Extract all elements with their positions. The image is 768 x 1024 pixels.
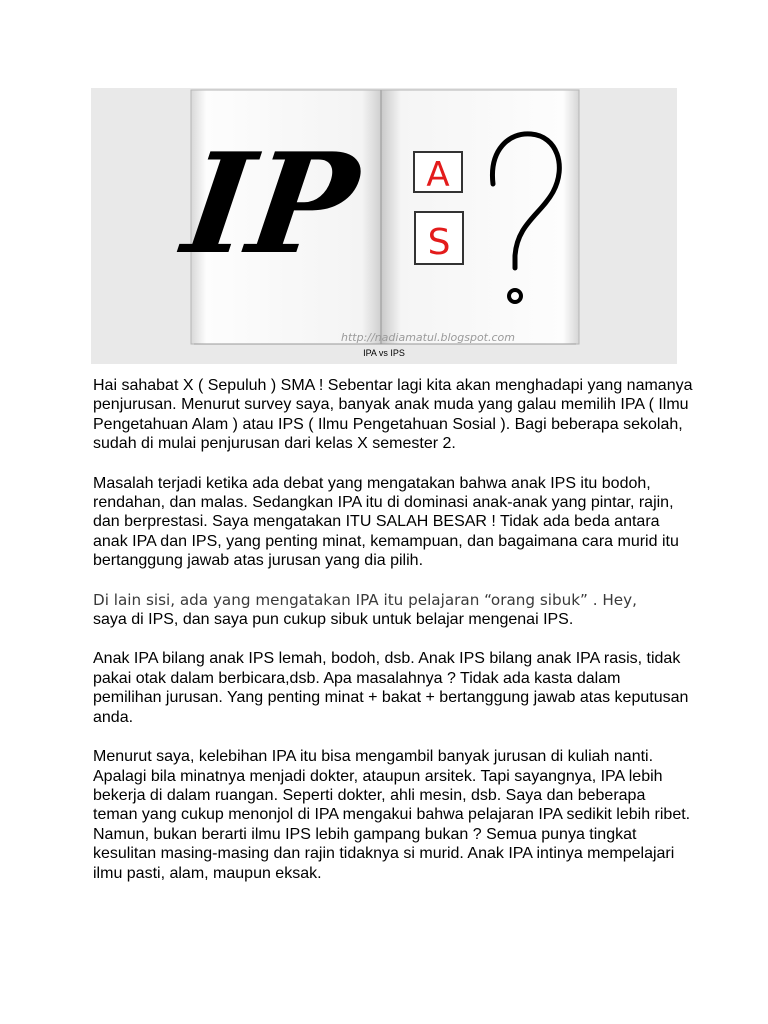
- letter-a: A: [426, 155, 450, 195]
- big-letters-ip: IP: [175, 122, 367, 285]
- book-illustration: [91, 88, 677, 364]
- paragraph-5: Menurut saya, kelebihan IPA itu bisa mengambil banyak jurusan di kuliah nanti. Apalagi bila minatnya menjadi dokter, ataupun arsitek. Tapi sayangnya, IPA lebih bekerja di dalam ruangan. Seperti dokter, ahli mesin, dsb. Saya dan beberapa teman yang cukup menonjol di IPA mengakui bahwa pelajaran IPA sedikit lebih ribet. Namun, bukan berarti ilmu IPS lebih gampang bukan ? Semua punya tingkat kesulitan masing-masing dan rajin tidaknya si murid. Anak IPA intinya mempelajari ilmu pasti, alam, maupun eksak.: [93, 748, 691, 882]
- book-right-page: [381, 90, 579, 344]
- article-body: [93, 376, 693, 903]
- paragraph-3-line-1: Di lain sisi, ada yang mengatakan IPA itu pelajaran “orang sibuk” . Hey,: [93, 590, 637, 609]
- paragraph-1: Hai sahabat X ( Sepuluh ) SMA ! Sebentar lagi kita akan menghadapi yang namanya penjurusan. Menurut survey saya, banyak anak muda yang galau memilih IPA ( Ilmu Pengetahuan Alam ) atau IPS ( Ilmu Pengetahuan Sosial ). Bagi beberapa sekolah, sudah di mulai penjurusan dari kelas X semester 2.: [93, 377, 693, 453]
- image-caption: IPA vs IPS: [363, 348, 405, 358]
- paragraph-3-line-2: saya di IPS, dan saya pun cukup sibuk untuk belajar mengenai IPS.: [93, 611, 574, 629]
- watermark-text: http://nadiamatul.blogspot.com: [341, 331, 515, 344]
- article-image: [91, 88, 677, 364]
- paragraph-4: Anak IPA bilang anak IPS lemah, bodoh, dsb. Anak IPS bilang anak IPA rasis, tidak pakai otak dalam berbicara,dsb. Apa masalahnya ? Tidak ada kasta dalam pemilihan jurusan. Yang penting minat + bakat + bertanggung jawab atas keputusan anda.: [93, 650, 689, 726]
- letter-s: S: [427, 222, 451, 263]
- paragraph-2: Masalah terjadi ketika ada debat yang mengatakan bahwa anak IPS itu bodoh, rendahan, dan malas. Sedangkan IPA itu di dominasi anak-anak yang pintar, rajin, dan berprestasi. Saya mengatakan ITU SALAH BESAR ! Tidak ada beda antara anak IPA dan IPS, yang penting minat, kemampuan, dan bagaimana cara murid itu bertanggung jawab atas jurusan yang dia pilih.: [93, 474, 679, 570]
- paragraph-3: [93, 591, 693, 630]
